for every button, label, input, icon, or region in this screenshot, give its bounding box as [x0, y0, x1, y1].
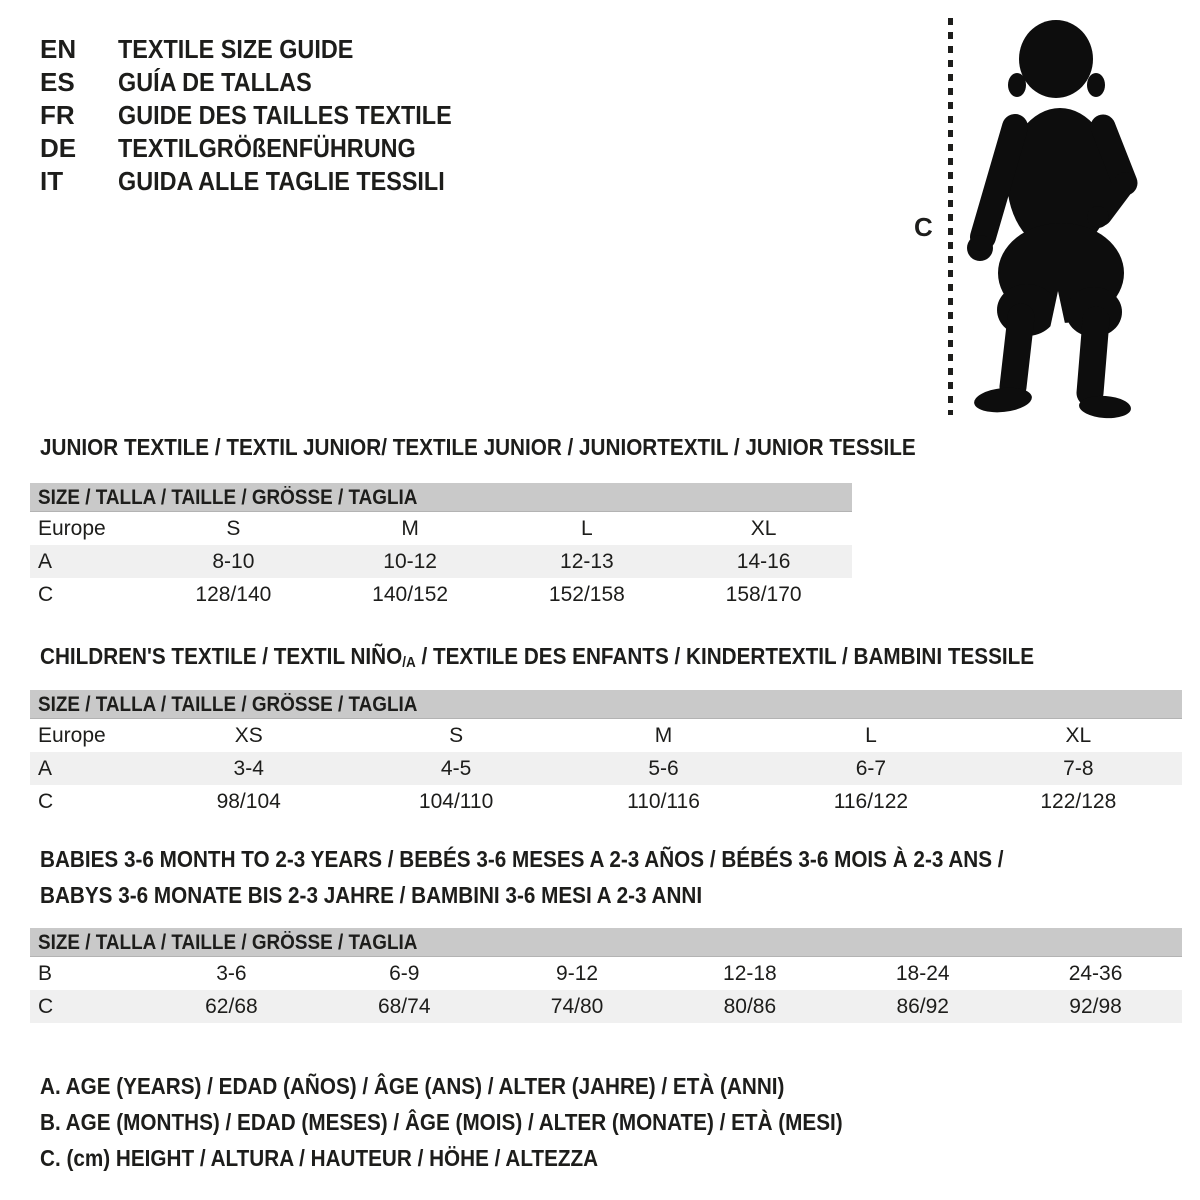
- language-code: DE: [40, 133, 77, 163]
- height-cell: 62/68: [205, 995, 258, 1018]
- row-label: C: [38, 583, 54, 606]
- size-header-label: SIZE / TALLA / TAILLE / GRÖSSE / TAGLIA: [38, 693, 418, 716]
- months-cell: 18-24: [895, 962, 950, 985]
- table-row-months: [30, 957, 1182, 990]
- babies-section-title-line1: BABIES 3-6 MONTH TO 2-3 YEARS / BEBÉS 3-6 MESES A 2-3 AÑOS / BÉBÉS 3-6 MOIS À 2-3 ANS /: [40, 846, 1004, 872]
- legend: [40, 1068, 932, 1176]
- age-cell: 8-10: [212, 550, 255, 573]
- months-cell: 9-12: [556, 962, 599, 985]
- height-cell: 68/74: [377, 995, 431, 1018]
- legend-line-b: B. AGE (MONTHS) / EDAD (MESES) / ÂGE (MOIS) / ALTER (MONATE) / ETÀ (MESI): [40, 1109, 843, 1135]
- height-cell: 128/140: [195, 583, 272, 606]
- language-row: [40, 132, 489, 165]
- language-row: [40, 99, 489, 132]
- height-measure-line: [948, 18, 953, 415]
- language-code: IT: [40, 166, 64, 196]
- months-cell: 3-6: [216, 962, 247, 985]
- language-code: FR: [40, 100, 75, 130]
- table-row-europe: [30, 719, 1182, 752]
- table-row-height: [30, 785, 1182, 818]
- table-row-europe: [30, 512, 852, 545]
- height-cell: 110/116: [627, 790, 700, 813]
- measure-label-c: C: [914, 212, 933, 242]
- size-cell: M: [654, 724, 673, 747]
- age-cell: 7-8: [1063, 757, 1094, 780]
- months-cell: 24-36: [1068, 962, 1123, 985]
- height-cell: 122/128: [1040, 790, 1117, 813]
- age-cell: 12-13: [560, 550, 614, 573]
- junior-size-table: [30, 483, 852, 611]
- height-cell: 98/104: [216, 790, 281, 813]
- size-cell: S: [449, 724, 464, 747]
- row-label: B: [38, 962, 53, 985]
- table-row-age: [30, 545, 852, 578]
- language-row: [40, 33, 489, 66]
- babies-size-table: [30, 928, 1182, 1023]
- row-label: C: [38, 790, 54, 813]
- height-cell: 140/152: [372, 583, 449, 606]
- size-header-bar: [30, 690, 1182, 719]
- height-cell: 104/110: [418, 790, 494, 813]
- language-row: [40, 165, 489, 198]
- language-title: GUÍA DE TALLAS: [118, 67, 312, 97]
- legend-line-c: C. (cm) HEIGHT / ALTURA / HAUTEUR / HÖHE / ALTEZZA: [40, 1145, 599, 1171]
- language-code: ES: [40, 67, 75, 97]
- children-title-suffix: / TEXTILE DES ENFANTS / KINDERTEXTIL / BAMBINI TESSILE: [415, 643, 1035, 669]
- size-header-label: SIZE / TALLA / TAILLE / GRÖSSE / TAGLIA: [38, 931, 418, 954]
- size-header-bar: [30, 928, 1182, 957]
- children-title-prefix: CHILDREN'S TEXTILE / TEXTIL NIÑO: [40, 643, 403, 669]
- months-cell: 12-18: [723, 962, 777, 985]
- size-cell: XL: [750, 517, 777, 540]
- height-cell: 80/86: [723, 995, 777, 1018]
- size-cell: XL: [1065, 724, 1092, 747]
- height-cell: 116/122: [833, 790, 909, 813]
- height-cell: 152/158: [548, 583, 625, 606]
- months-cell: 6-9: [389, 962, 420, 985]
- table-row-height: [30, 578, 852, 611]
- size-cell: S: [226, 517, 241, 540]
- language-title: GUIDA ALLE TAGLIE TESSILI: [118, 166, 445, 196]
- language-row: [40, 66, 489, 99]
- size-cell: L: [865, 724, 877, 747]
- height-cell: 158/170: [725, 583, 802, 606]
- legend-line-a: A. AGE (YEARS) / EDAD (AÑOS) / ÂGE (ANS) / ALTER (JAHRE) / ETÀ (ANNI): [40, 1073, 785, 1099]
- row-label: A: [38, 550, 53, 573]
- size-header-bar: [30, 483, 852, 512]
- children-title-subscript: /A: [402, 654, 416, 671]
- baby-silhouette-icon: [963, 15, 1141, 427]
- row-label: A: [38, 757, 53, 780]
- junior-section-title: JUNIOR TEXTILE / TEXTIL JUNIOR/ TEXTILE JUNIOR / JUNIORTEXTIL / JUNIOR TESSILE: [40, 434, 916, 460]
- row-label: Europe: [38, 517, 106, 540]
- language-title: TEXTILE SIZE GUIDE: [118, 34, 354, 64]
- children-section-title: [40, 643, 1145, 673]
- size-cell: L: [581, 517, 593, 540]
- table-row-height: [30, 990, 1182, 1023]
- row-label: Europe: [38, 724, 106, 747]
- babies-section-title-line2: BABYS 3-6 MONATE BIS 2-3 JAHRE / BAMBINI 3-6 MESI A 2-3 ANNI: [40, 882, 703, 908]
- height-cell: 92/98: [1069, 995, 1122, 1018]
- age-cell: 6-7: [855, 757, 887, 780]
- language-title: GUIDE DES TAILLES TEXTILE: [118, 100, 452, 130]
- language-title: TEXTILGRÖßENFÜHRUNG: [118, 133, 416, 163]
- language-code: EN: [40, 34, 77, 64]
- age-cell: 4-5: [440, 757, 472, 780]
- children-size-table: [30, 690, 1182, 818]
- height-cell: 86/92: [896, 995, 949, 1018]
- age-cell: 5-6: [648, 757, 679, 780]
- age-cell: 10-12: [383, 550, 437, 573]
- size-cell: XS: [234, 724, 263, 747]
- table-row-age: [30, 752, 1182, 785]
- age-cell: 3-4: [233, 757, 264, 780]
- height-cell: 74/80: [550, 995, 604, 1018]
- row-label: C: [38, 995, 54, 1018]
- size-header-label: SIZE / TALLA / TAILLE / GRÖSSE / TAGLIA: [38, 486, 418, 509]
- age-cell: 14-16: [736, 550, 791, 573]
- size-cell: M: [401, 517, 419, 540]
- language-header: [40, 33, 489, 198]
